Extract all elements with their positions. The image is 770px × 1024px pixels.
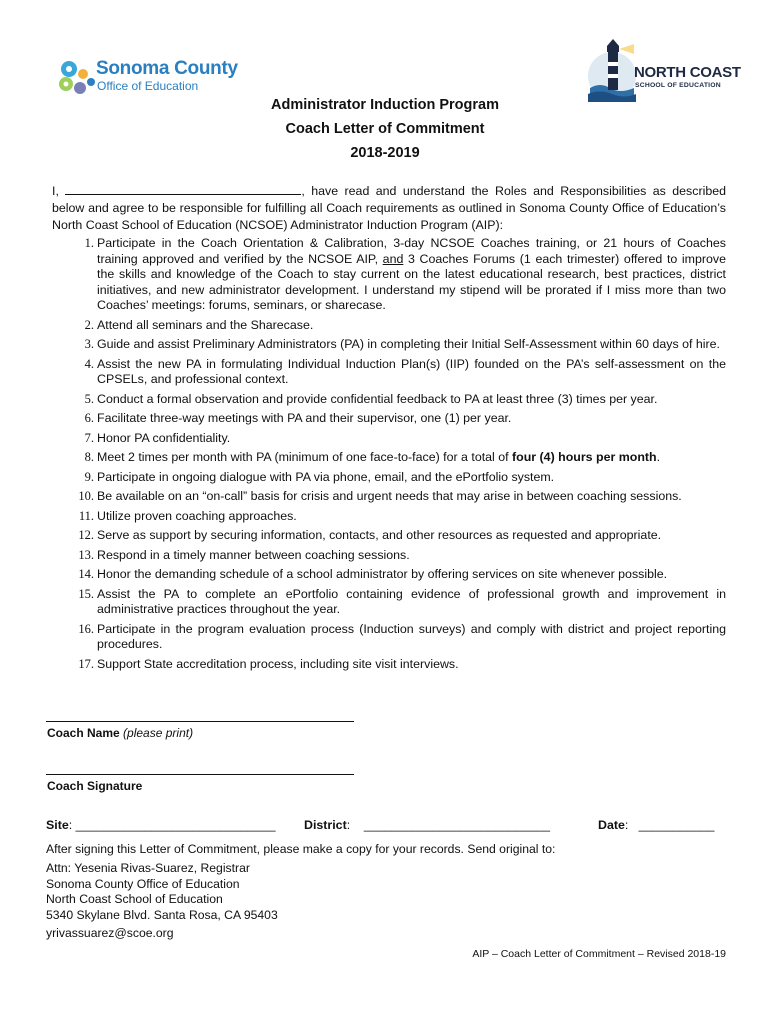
sonoma-logo-circles-icon — [56, 58, 98, 98]
list-item: 6. Facilitate three-way meetings with PA and their supervisor, one (1) per year. — [84, 411, 512, 425]
north-coast-logo-title: NORTH COAST — [634, 64, 741, 81]
address-line: North Coast School of Education — [46, 892, 223, 906]
site-blank: _____________________________ — [75, 818, 276, 832]
coach-name-hint: (please print) — [123, 726, 194, 740]
list-item: 14. Honor the demanding schedule of a school administrator by offering services on site whenever possible. — [78, 567, 668, 581]
north-coast-logo — [586, 36, 741, 104]
sonoma-logo-title: Sonoma County — [96, 58, 238, 79]
intro-prefix: I, — [52, 184, 59, 198]
lighthouse-icon — [586, 36, 636, 104]
intro-paragraph — [52, 182, 726, 234]
list-item: 8. Meet 2 times per month with PA (minimum of one face-to-face) for a total of four (4) hours per month. — [84, 450, 661, 464]
after-signing-instructions: After signing this Letter of Commitment, please make a copy for your records. Send original to: — [46, 842, 556, 856]
list-item: 1. Participate in the Coach Orientation & Calibration, 3-day NCSOE Coaches training, or 21 hours of Coaches training approved and verified by the NCSOE AIP, and 3 Coaches Forums (1 each trimester) offered to improve the skills and knowledge of the Coach to stay current on the latest educational research, best practices, district initiatives, and new administrator development. I understand my stipend will be prorated if I miss more than two Coaches’ meetings: forums, seminars, or sharecase. — [84, 236, 726, 312]
coach-signature-line[interactable] — [46, 774, 354, 775]
responsibilities-list — [52, 236, 726, 676]
north-coast-logo-subtitle: SCHOOL OF EDUCATION — [635, 82, 721, 89]
district-label: District — [304, 818, 347, 832]
name-blank-field[interactable] — [65, 182, 301, 195]
list-item: 2. Attend all seminars and the Sharecase. — [84, 317, 314, 332]
site-field[interactable]: Site: _____________________________ — [46, 818, 276, 832]
coach-signature-label: Coach Signature — [47, 779, 143, 793]
sonoma-county-logo — [56, 56, 238, 102]
address-line: 5340 Skylane Blvd. Santa Rosa, CA 95403 — [46, 907, 278, 922]
district-field[interactable]: District: ___________________________ — [304, 818, 550, 832]
list-item: 16. Participate in the program evaluation process (Induction surveys) and comply with district and project reporting procedures. — [78, 621, 726, 651]
list-item: 17. Support State accreditation process, including site visit interviews. — [78, 656, 459, 671]
address-line: Attn: Yesenia Rivas-Suarez, Registrar — [46, 861, 250, 875]
coach-name-label: Coach Name (please print) — [47, 726, 194, 740]
list-item: 4. Assist the new PA in formulating Individual Induction Plan(s) (IIP) founded on the PA’s self-assessment on the CPSELs, and professional context. — [84, 356, 726, 386]
mailing-address — [46, 861, 278, 923]
list-item: 13. Respond in a timely manner between coaching sessions. — [78, 547, 410, 562]
date-field[interactable]: Date: ___________ — [598, 818, 715, 832]
address-line: Sonoma County Office of Education — [46, 876, 240, 891]
list-item: 9. Participate in ongoing dialogue with PA via phone, email, and the ePortfolio system. — [84, 469, 555, 484]
document-footer: AIP – Coach Letter of Commitment – Revised 2018-19 — [472, 948, 726, 960]
district-blank: ___________________________ — [363, 818, 550, 832]
list-item: 3. Guide and assist Preliminary Administrators (PA) in completing their Initial Self-Assessment within 60 days of hire. — [84, 337, 720, 351]
coach-name-line[interactable] — [46, 721, 354, 722]
list-item: 12. Serve as support by securing information, contacts, and other resources as requested and appropriate. — [78, 528, 662, 542]
sonoma-logo-subtitle: Office of Education — [97, 79, 199, 93]
site-label: Site — [46, 818, 69, 832]
list-item: 15. Assist the PA to complete an ePortfolio containing evidence of professional growth and improvement in administrative practices throughout the year. — [78, 586, 726, 616]
intro-text: , have read and understand the Roles and Responsibilities as described below and agree to be responsible for fulfilling all Coach requirements as outlined in Sonoma County Office of Education’s North Coast School of Education (NCSOE) Administrator Induction Program (AIP): — [52, 184, 727, 232]
document-year: 2018-2019 — [350, 145, 420, 161]
contact-email: yrivassuarez@scoe.org — [46, 926, 174, 940]
list-item: 5. Conduct a formal observation and provide confidential feedback to PA at least three (3) times per year. — [84, 391, 658, 406]
document-title: Coach Letter of Commitment — [285, 121, 485, 137]
date-label: Date — [598, 818, 625, 832]
date-blank: ___________ — [638, 818, 715, 832]
list-item: 7. Honor PA confidentiality. — [84, 430, 231, 445]
list-item: 10. Be available on an “on-call” basis for crisis and urgent needs that may arise in between coaching sessions. — [78, 489, 682, 503]
list-item: 11. Utilize proven coaching approaches. — [78, 508, 297, 523]
program-title: Administrator Induction Program — [271, 97, 499, 113]
